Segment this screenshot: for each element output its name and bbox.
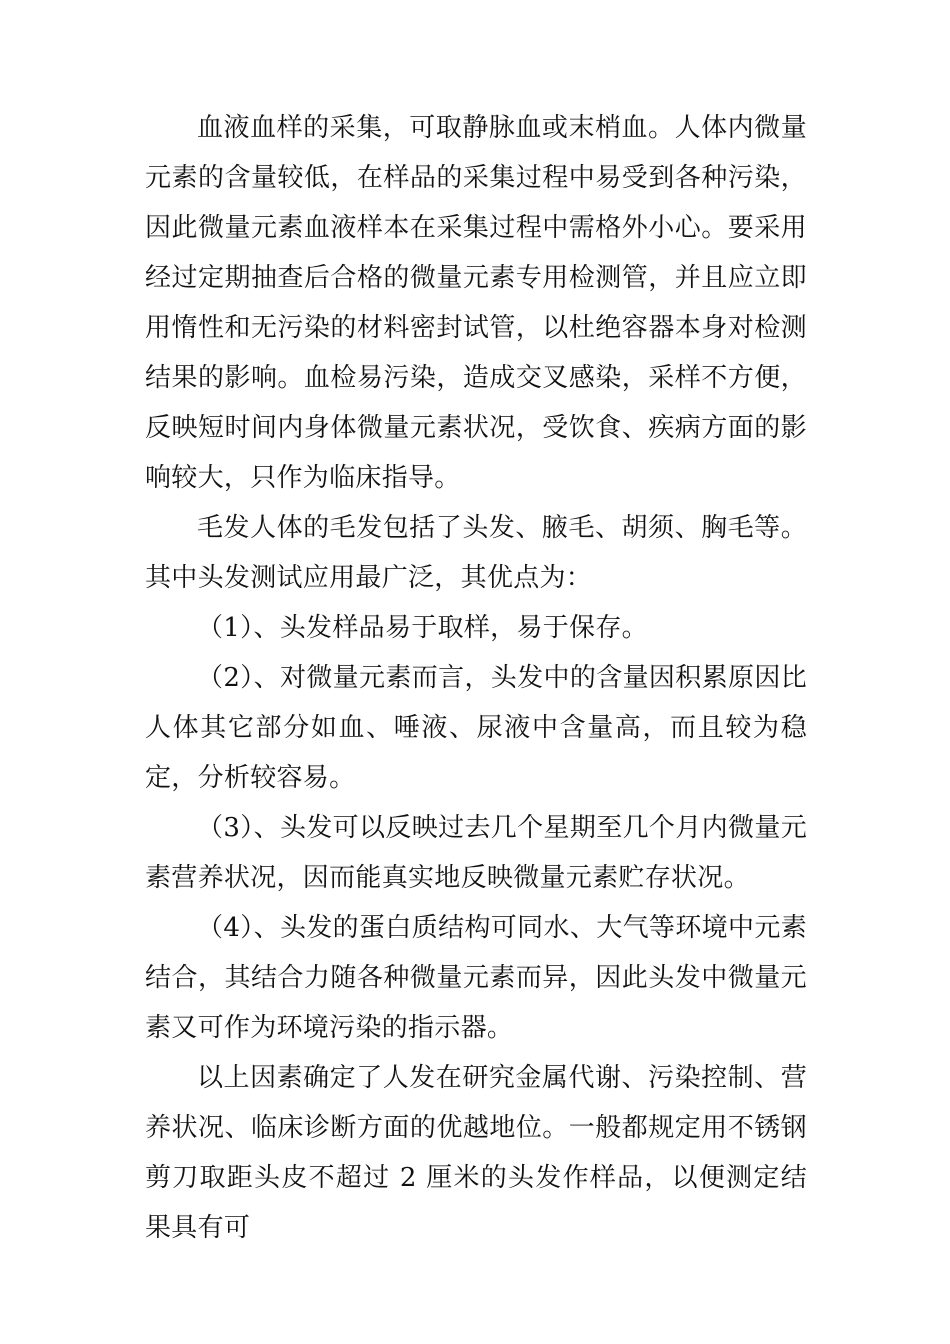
- list-item-advantage-4: （4）、头发的蛋白质结构可同水、大气等环境中元素结合，其结合力随各种微量元素而异，因此头发中微量元素又可作为环境污染的指示器。: [145, 913, 807, 1043]
- list-item-advantage-3: （3）、头发可以反映过去几个星期至几个月内微量元素营养状况，因而能真实地反映微量元素贮存状况。: [145, 813, 807, 893]
- paragraph-hair-intro: 毛发人体的毛发包括了头发、腋毛、胡须、胸毛等。其中头发测试应用最广泛，其优点为：: [145, 513, 807, 593]
- document-body: [145, 103, 807, 1253]
- paragraph-blood-sampling: 血液血样的采集，可取静脉血或末梢血。人体内微量元素的含量较低，在样品的采集过程中易受到各种污染，因此微量元素血液样本在采集过程中需格外小心。要采用经过定期抽查后合格的微量元素专用检测管，并且应立即用惰性和无污染的材料密封试管，以杜绝容器本身对检测结果的影响。血检易污染，造成交叉感染，采样不方便，反映短时间内身体微量元素状况，受饮食、疾病方面的影响较大，只作为临床指导。: [145, 113, 807, 493]
- list-item-advantage-2: （2）、对微量元素而言，头发中的含量因积累原因比人体其它部分如血、唾液、尿液中含量高，而且较为稳定，分析较容易。: [145, 663, 807, 793]
- list-item-advantage-1: （1）、头发样品易于取样，易于保存。: [197, 613, 648, 643]
- paragraph-conclusion: 以上因素确定了人发在研究金属代谢、污染控制、营养状况、临床诊断方面的优越地位。一般都规定用不锈钢剪刀取距头皮不超过 2 厘米的头发作样品，以便测定结果具有可: [145, 1063, 807, 1243]
